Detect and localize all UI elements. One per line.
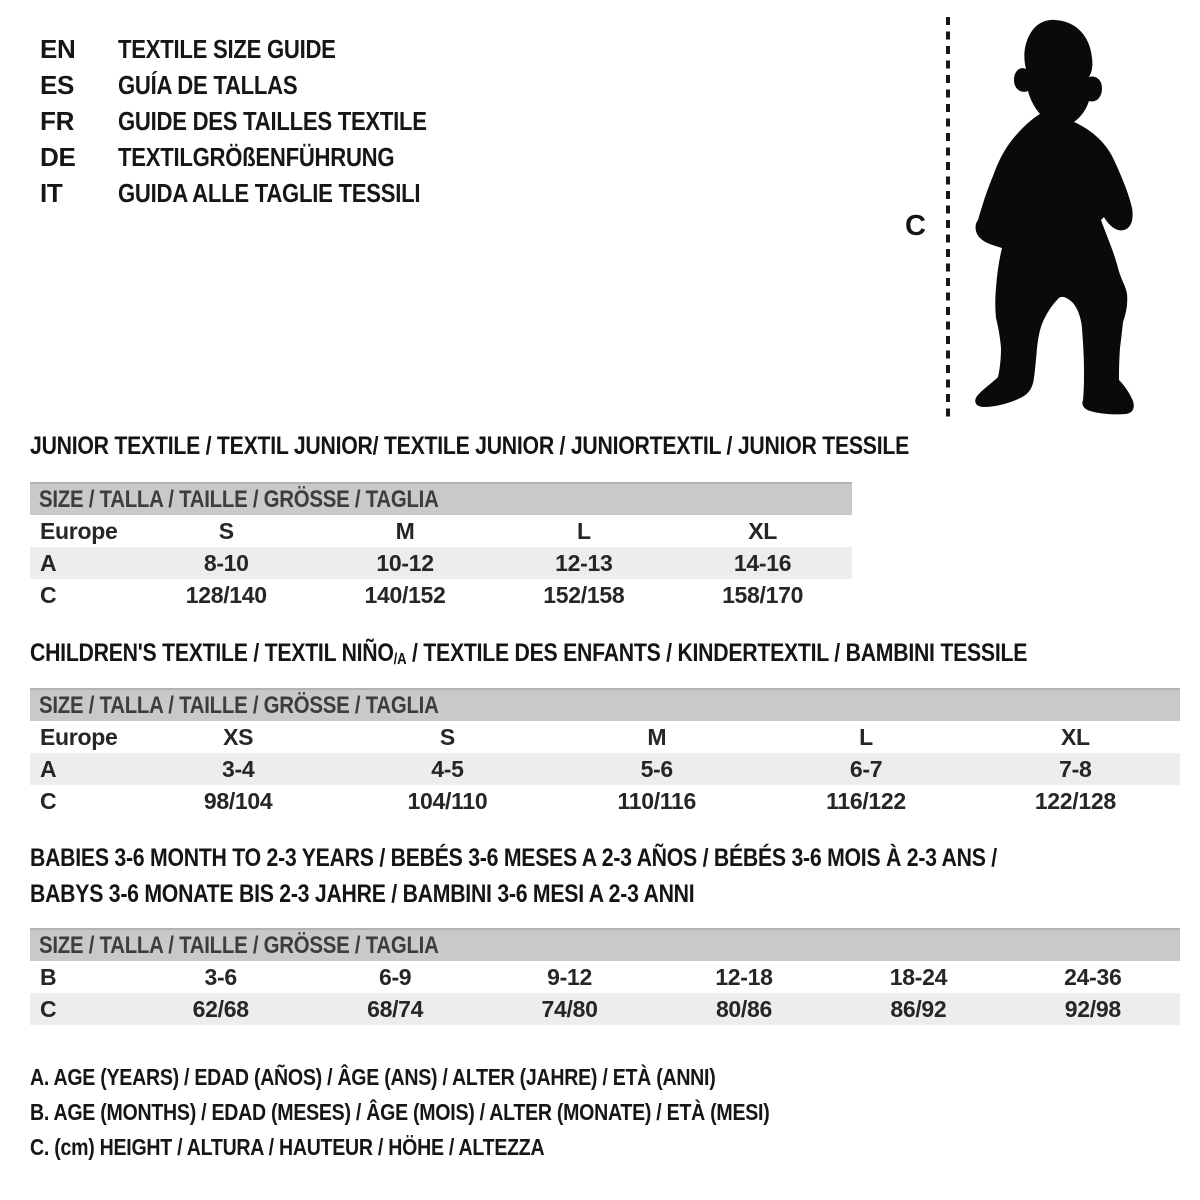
- age-cell: 12-13: [555, 549, 613, 576]
- babies-section-title: [30, 844, 1168, 916]
- height-cell: 158/170: [722, 581, 804, 608]
- height-cell: 140/152: [364, 581, 446, 608]
- language-row-fr: [40, 103, 481, 139]
- height-cell: 80/86: [715, 995, 772, 1022]
- legend-age-months: B. AGE (MONTHS) / EDAD (MESES) / ÂGE (MOIS) / ALTER (MONATE) / ETÀ (MESI): [30, 1099, 770, 1125]
- height-cell: 92/98: [1064, 995, 1121, 1022]
- height-cell: 128/140: [185, 581, 267, 608]
- size-cell: M: [647, 723, 667, 750]
- children-section-title-text: [30, 639, 1027, 668]
- months-cell: 12-18: [715, 963, 773, 990]
- language-code: IT: [40, 177, 63, 208]
- babies-title-line2: BABYS 3-6 MONATE BIS 2-3 JAHRE / BAMBINI 3-6 MESI A 2-3 ANNI: [30, 880, 695, 908]
- language-row-en: [40, 31, 481, 67]
- height-cell: 86/92: [890, 995, 947, 1022]
- height-cell: 152/158: [543, 581, 625, 608]
- size-cell: XS: [223, 723, 254, 750]
- babies-size-table: [30, 928, 1180, 1025]
- junior-height-row: [30, 579, 852, 611]
- language-row-it: [40, 175, 481, 211]
- children-height-row: [30, 785, 1180, 817]
- children-title-part1: CHILDREN'S TEXTILE / TEXTIL NIÑO: [30, 639, 394, 667]
- size-cell: L: [576, 517, 591, 544]
- age-cell: 10-12: [376, 549, 434, 576]
- size-cell: L: [859, 723, 873, 750]
- size-cell: XL: [1060, 723, 1090, 750]
- babies-height-row: [30, 993, 1180, 1025]
- babies-title-line1: BABIES 3-6 MONTH TO 2-3 YEARS / BEBÉS 3-6 MESES A 2-3 AÑOS / BÉBÉS 3-6 MOIS À 2-3 ANS /: [30, 844, 997, 872]
- language-title: GUIDE DES TAILLES TEXTILE: [118, 105, 427, 136]
- size-cell: S: [218, 517, 234, 544]
- height-cell: 122/128: [1034, 787, 1116, 814]
- junior-table-header: [30, 482, 852, 515]
- junior-age-row: [30, 547, 852, 579]
- children-size-table: [30, 688, 1180, 817]
- age-cell: 6-7: [849, 755, 883, 782]
- babies-months-row: [30, 961, 1180, 993]
- junior-section-title: [30, 432, 1064, 461]
- age-cell: 5-6: [640, 755, 673, 782]
- legend-height-cm: C. (cm) HEIGHT / ALTURA / HAUTEUR / HÖHE / ALTEZZA: [30, 1134, 545, 1160]
- size-header-label: SIZE / TALLA / TAILLE / GRÖSSE / TAGLIA: [39, 691, 439, 719]
- measurement-legend: [30, 1064, 900, 1169]
- junior-section-title-text: JUNIOR TEXTILE / TEXTIL JUNIOR/ TEXTILE JUNIOR / JUNIORTEXTIL / JUNIOR TESSILE: [30, 432, 910, 460]
- height-cell: 110/116: [617, 787, 696, 814]
- region-label: Europe: [40, 723, 118, 750]
- size-header-label: SIZE / TALLA / TAILLE / GRÖSSE / TAGLIA: [39, 485, 439, 513]
- size-cell: M: [395, 517, 415, 544]
- months-cell: 3-6: [204, 963, 237, 990]
- age-cell: 7-8: [1059, 755, 1092, 782]
- age-cell: 14-16: [733, 549, 792, 576]
- row-label: C: [40, 787, 57, 814]
- size-header-label: SIZE / TALLA / TAILLE / GRÖSSE / TAGLIA: [39, 931, 439, 959]
- children-table-header: [30, 688, 1180, 721]
- size-cell: XL: [748, 517, 777, 544]
- junior-size-table: [30, 482, 852, 611]
- height-cell: 104/110: [407, 787, 488, 814]
- language-row-de: [40, 139, 481, 175]
- language-title: GUIDA ALLE TAGLIE TESSILI: [118, 177, 421, 208]
- months-cell: 6-9: [378, 963, 412, 990]
- row-label: A: [40, 549, 57, 576]
- region-label: Europe: [40, 517, 118, 544]
- children-title-part2: / TEXTILE DES ENFANTS / KINDERTEXTIL / BAMBINI TESSILE: [406, 639, 1028, 667]
- toddler-silhouette-icon: [962, 14, 1142, 424]
- size-cell: S: [439, 723, 455, 750]
- language-code: EN: [40, 33, 76, 64]
- language-title: GUÍA DE TALLAS: [118, 69, 298, 100]
- months-cell: 9-12: [547, 963, 592, 990]
- months-cell: 18-24: [889, 963, 948, 990]
- height-cell: 98/104: [203, 787, 273, 814]
- height-measure-label: C: [905, 210, 926, 242]
- children-section-title: [30, 639, 1200, 668]
- row-label: C: [40, 581, 57, 608]
- row-label: C: [40, 995, 57, 1022]
- language-code: DE: [40, 141, 76, 172]
- children-age-row: [30, 753, 1180, 785]
- children-size-row: [30, 721, 1180, 753]
- height-cell: 74/80: [541, 995, 598, 1022]
- language-list: [40, 31, 481, 211]
- age-cell: 8-10: [203, 549, 249, 576]
- row-label: A: [40, 755, 57, 782]
- height-cell: 116/122: [826, 787, 906, 814]
- language-title: TEXTILE SIZE GUIDE: [118, 33, 336, 64]
- row-label: B: [40, 963, 57, 990]
- age-cell: 4-5: [431, 755, 464, 782]
- age-cell: 3-4: [221, 755, 255, 782]
- height-cell: 68/74: [367, 995, 424, 1022]
- babies-table-header: [30, 928, 1180, 961]
- height-cell: 62/68: [192, 995, 249, 1022]
- children-title-subscript: /A: [393, 651, 407, 669]
- months-cell: 24-36: [1064, 963, 1122, 990]
- legend-age-years: A. AGE (YEARS) / EDAD (AÑOS) / ÂGE (ANS) / ALTER (JAHRE) / ETÀ (ANNI): [30, 1064, 716, 1090]
- language-code: FR: [40, 105, 75, 136]
- language-code: ES: [40, 69, 75, 100]
- language-title: TEXTILGRÖßENFÜHRUNG: [118, 141, 395, 172]
- junior-size-row: [30, 515, 852, 547]
- height-dashed-line: [944, 14, 952, 424]
- language-row-es: [40, 67, 481, 103]
